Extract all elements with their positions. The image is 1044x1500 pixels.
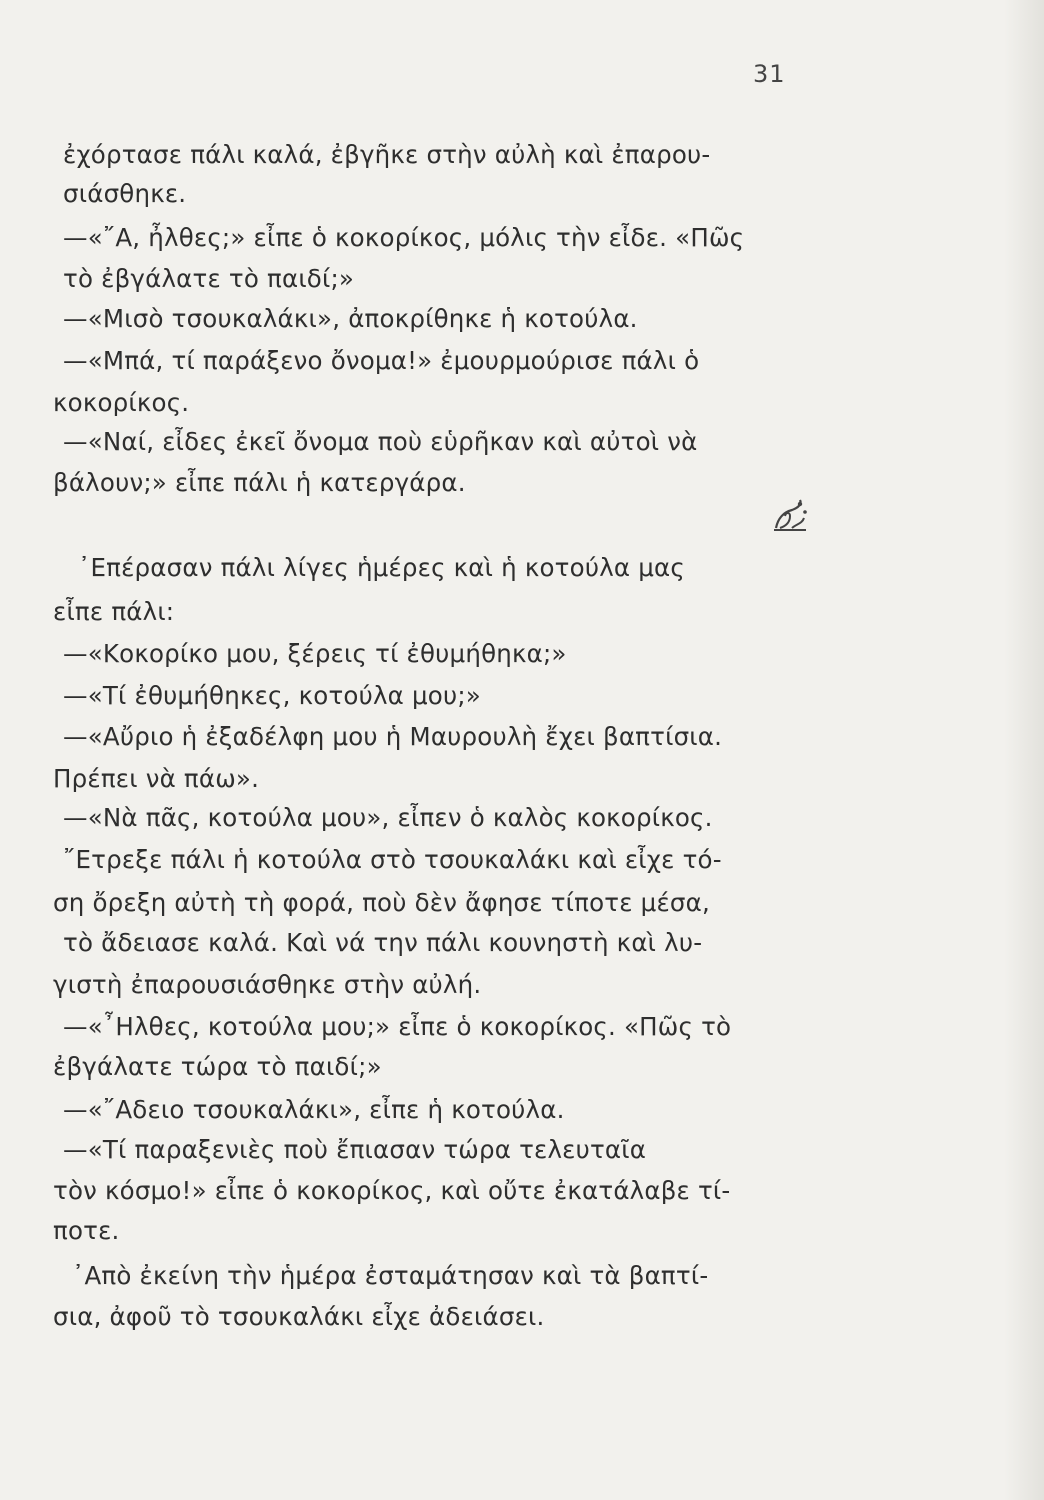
text-line: —«Τί ἐθυμήθηκες, κοτούλα μου;» xyxy=(63,681,481,710)
text-line: —«῎Αδειο τσουκαλάκι», εἶπε ἡ κοτούλα. xyxy=(63,1095,565,1124)
text-line: σια, ἀφοῦ τὸ τσουκαλάκι εἶχε ἀδειάσει. xyxy=(53,1302,545,1331)
text-line: ᾿Επέρασαν πάλι λίγες ἡμέρες καὶ ἡ κοτούλα μας xyxy=(78,553,685,582)
text-line: γιστὴ ἐπαρουσιάσθηκε στὴν αὐλή. xyxy=(53,970,482,999)
text-line: —«῎Α, ἦλθες;» εἶπε ὁ κοκορίκος, μόλις τὴν εἶδε. «Πῶς xyxy=(63,223,745,252)
text-line: ἐβγάλατε τώρα τὸ παιδί;» xyxy=(53,1052,382,1081)
text-line: ἐχόρτασε πάλι καλά, ἐβγῆκε στὴν αὐλὴ καὶ ἐπαρου- xyxy=(63,140,711,169)
text-line: —«Νὰ πᾶς, κοτούλα μου», εἶπεν ὁ καλὸς κοκορίκος. xyxy=(63,803,713,832)
text-line: τὸν κόσμο!» εἶπε ὁ κοκορίκος, καὶ οὔτε ἐκατάλαβε τί- xyxy=(53,1176,731,1205)
text-line: —«Τί παραξενιὲς ποὺ ἔπιασαν τώρα τελευταῖα xyxy=(63,1135,647,1164)
page-number: 31 xyxy=(753,60,786,88)
section-ornament xyxy=(770,498,810,534)
text-line: τὸ ἐβγάλατε τὸ παιδί;» xyxy=(63,264,355,293)
text-line: βάλουν;» εἶπε πάλι ἡ κατεργάρα. xyxy=(53,468,466,497)
text-line: τὸ ἄδειασε καλά. Καὶ νά την πάλι κουνηστὴ καὶ λυ- xyxy=(63,928,703,957)
text-line: ᾿Απὸ ἐκείνη τὴν ἡμέρα ἐσταμάτησαν καὶ τὰ βαπτί- xyxy=(72,1261,709,1290)
text-line: ῎Ετρεξε πάλι ἡ κοτούλα στὸ τσουκαλάκι καὶ εἶχε τό- xyxy=(63,845,722,874)
page-edge-shadow xyxy=(1004,0,1044,1500)
text-line: —«Κοκορίκο μου, ξέρεις τί ἐθυμήθηκα;» xyxy=(63,639,567,668)
text-line: ποτε. xyxy=(53,1216,120,1245)
text-line: Πρέπει νὰ πάω». xyxy=(53,764,260,793)
text-line: —«Μπά, τί παράξενο ὄνομα!» ἐμουρμούρισε πάλι ὁ xyxy=(63,346,700,375)
text-line: —«Μισὸ τσουκαλάκι», ἀποκρίθηκε ἡ κοτούλα. xyxy=(63,304,638,333)
text-line: κοκορίκος. xyxy=(53,388,190,417)
text-line: εἶπε πάλι: xyxy=(53,597,175,626)
text-line: —«Αὔριο ἡ ἐξαδέλφη μου ἡ Μαυρουλὴ ἔχει βαπτίσια. xyxy=(63,722,723,751)
text-line: σιάσθηκε. xyxy=(63,179,187,208)
text-line: ση ὄρεξη αὐτὴ τὴ φορά, ποὺ δὲν ἄφησε τίποτε μέσα, xyxy=(53,888,710,917)
text-line: —«῏Ηλθες, κοτούλα μου;» εἶπε ὁ κοκορίκος. «Πῶς τὸ xyxy=(63,1012,732,1041)
text-line: —«Ναί, εἶδες ἐκεῖ ὄνομα ποὺ εὑρῆκαν καὶ αὐτοὶ νὰ xyxy=(63,427,698,456)
